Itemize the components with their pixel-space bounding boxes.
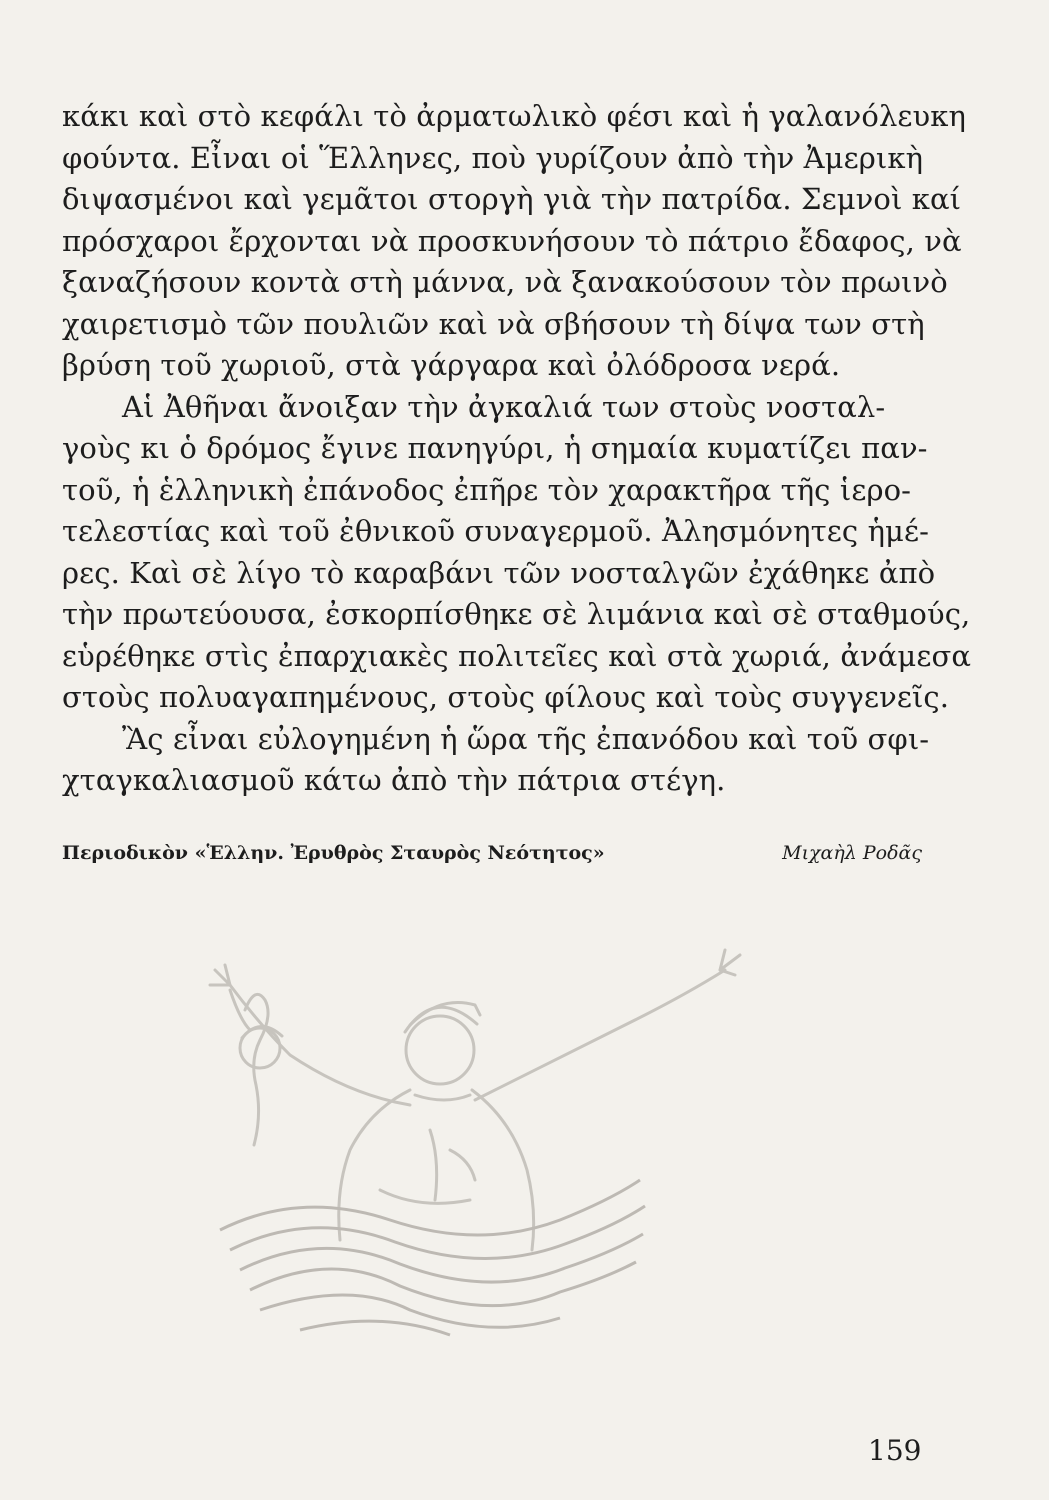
page-number: 159 [868,1434,922,1467]
text-line: γοὺς κι ὁ δρόμος ἔγινε πανηγύρι, ἡ σημαία κυματίζει παν- [62,431,928,465]
text-line: εὑρέθηκε στὶς ἐπαρχιακὲς πολιτεῖες καὶ στὰ χωριά, ἀνάμεσα [62,638,972,673]
text-line: χταγκαλιασμοῦ κάτω ἀπὸ τὴν πάτρια στέγη. [62,763,726,797]
body-text [62,96,972,802]
text-line: φούντα. Εἶναι οἱ Ἕλληνες, ποὺ γυρίζουν ἀπὸ τὴν Ἀμερικὴ [62,140,924,175]
text-line: βρύση τοῦ χωριοῦ, στὰ γάργαρα καὶ ὀλόδροσα νερά. [62,348,841,382]
text-line: χαιρετισμὸ τῶν πουλιῶν καὶ νὰ σβήσουν τὴ δίψα των στὴ [62,306,925,341]
text-line: τοῦ, ἡ ἑλληνικὴ ἐπάνοδος ἐπῆρε τὸν χαρακτῆρα τῆς ἱερο- [62,472,912,507]
text-line: Αἱ Ἀθῆναι ἄνοιξαν τὴν ἀγκαλιά των στοὺς νοσταλ- [122,389,886,424]
text-line: τὴν πρωτεύουσα, ἐσκορπίσθηκε σὲ λιμάνια καὶ σὲ σταθμούς, [62,597,971,631]
source-citation: Περιοδικὸν «Ἑλλην. Ἐρυθρὸς Σταυρὸς Νεότητος» [62,842,605,864]
text-line: Ἂς εἶναι εὐλογημένη ἡ ὥρα τῆς ἐπανόδου καὶ τοῦ σφι- [122,721,930,756]
text-line: ρες. Καὶ σὲ λίγο τὸ καραβάνι τῶν νοσταλγῶν ἐχάθηκε ἀπὸ [62,555,936,590]
text-line: διψασμένοι καὶ γεμᾶτοι στοργὴ γιὰ τὴν πατρίδα. Σεμνοὶ καί [62,182,962,216]
text-line: πρόσχαροι ἔρχονται νὰ προσκυνήσουν τὸ πάτριο ἔδαφος, νὰ [62,223,962,258]
text-line: στοὺς πολυαγαπημένους, στοὺς φίλους καὶ τοὺς συγγενεῖς. [62,680,950,714]
text-line: ξαναζήσουν κοντὰ στὴ μάννα, νὰ ξανακούσουν τὸν πρωινὸ [62,265,948,299]
text-line: τελεστίας καὶ τοῦ ἐθνικοῦ συναγερμοῦ. Ἀλησμόνητες ἡμέ- [62,514,930,548]
text-line: κάκι καὶ στὸ κεφάλι τὸ ἀρματωλικὸ φέσι καὶ ἡ γαλανόλευκη [62,99,966,133]
author-name: Μιχαὴλ Ροδᾶς [782,842,922,864]
illustration-youth-with-flags [80,930,800,1350]
